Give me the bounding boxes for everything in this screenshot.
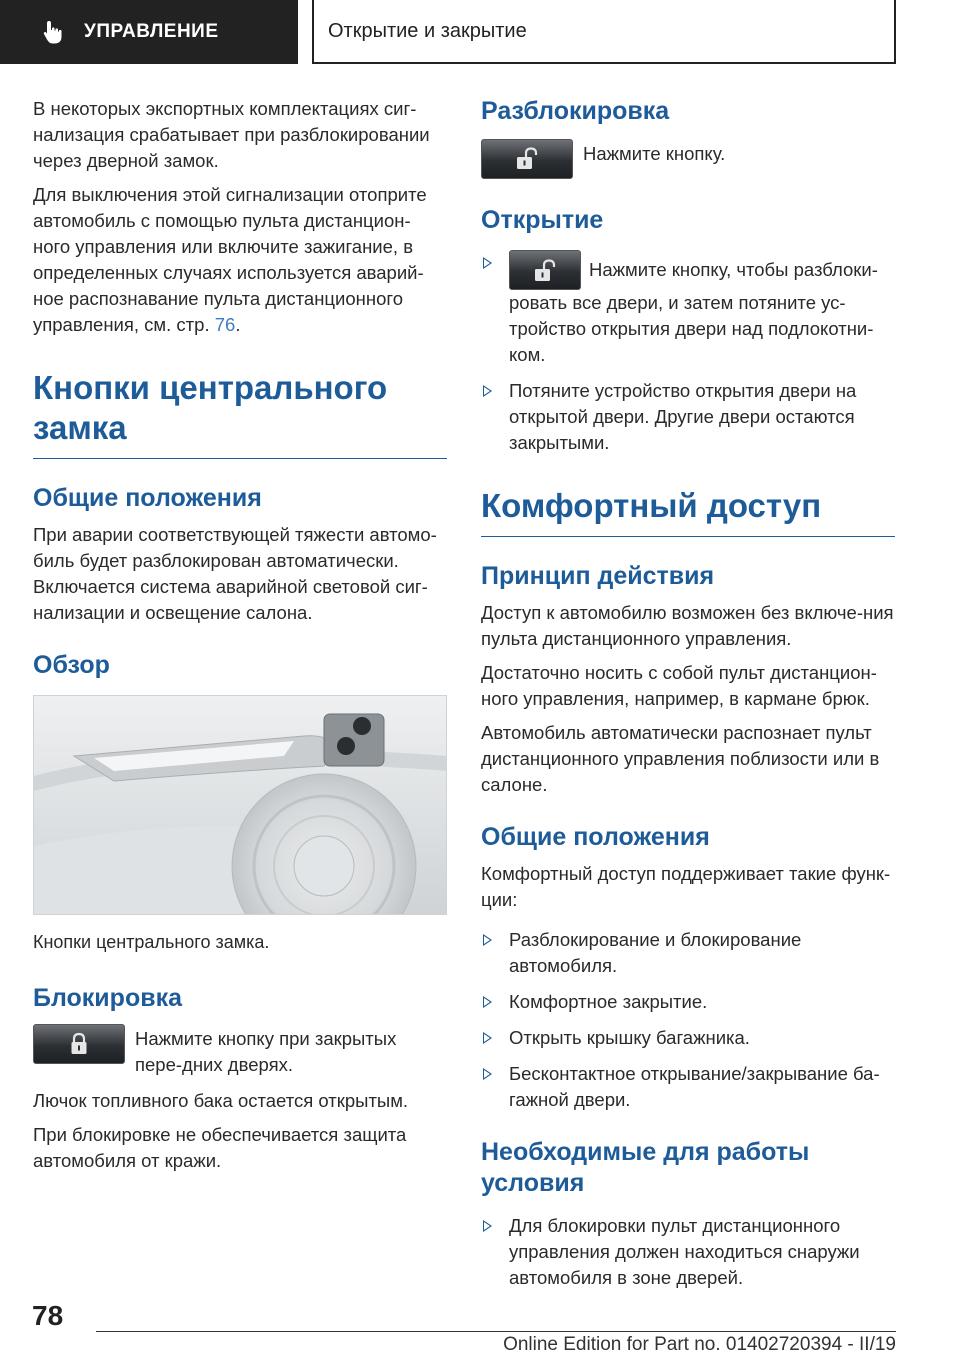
left-column bbox=[33, 96, 447, 1182]
lock-paragraph-2: При блокировке не обеспечивается защита автомобиля от кражи. bbox=[33, 1124, 407, 1171]
chapter-tab bbox=[312, 0, 896, 64]
section-tab bbox=[0, 0, 298, 64]
bullet-triangle-icon bbox=[483, 1032, 492, 1044]
bullet-triangle-icon bbox=[483, 996, 492, 1008]
lock-button-row bbox=[33, 1024, 447, 1078]
unlock-heading: Разблокировка bbox=[481, 97, 670, 125]
general-paragraph: При аварии соответствующей тяжести автомо-биль будет разблокирован автоматически. Включается система аварийной световой сиг-нализации и освещение салона. bbox=[33, 524, 437, 623]
requirements-heading: Необходимые для работы условия bbox=[481, 1138, 810, 1197]
list-item bbox=[481, 378, 895, 456]
hand-pointer-icon bbox=[40, 19, 66, 45]
page-link-76[interactable]: 76 bbox=[214, 314, 236, 335]
unlock-instruction: Нажмите кнопку. bbox=[583, 143, 726, 164]
principle-paragraph-1: Доступ к автомобилю возможен без включе-ния пульта дистанционного управления. bbox=[481, 602, 894, 649]
intro-paragraph-2 bbox=[33, 182, 447, 338]
list-item bbox=[481, 1213, 895, 1291]
chapter-title: Открытие и закрытие bbox=[328, 19, 527, 42]
comfort-general-paragraph: Комфортный доступ поддерживает такие функ-ции: bbox=[481, 863, 891, 910]
unlock-button-inline[interactable] bbox=[509, 250, 581, 290]
list-item bbox=[481, 989, 895, 1015]
lock-button[interactable] bbox=[33, 1024, 125, 1064]
function-item-2: Комфортное закрытие. bbox=[509, 991, 708, 1012]
comfort-general-heading: Общие положения bbox=[481, 823, 710, 851]
function-item-4: Бесконтактное открывание/закрывание ба-гажной двери. bbox=[509, 1063, 880, 1110]
lock-open-icon bbox=[534, 259, 556, 283]
bullet-triangle-icon bbox=[483, 257, 492, 269]
intro-paragraph-1: В некоторых экспортных комплектациях сиг-нализация срабатывает при разблокировании через дверной замок. bbox=[33, 98, 430, 171]
list-item bbox=[481, 927, 895, 979]
function-item-1: Разблокирование и блокирование автомобиля. bbox=[509, 929, 802, 976]
bullet-triangle-icon bbox=[483, 934, 492, 946]
bullet-triangle-icon bbox=[483, 1220, 492, 1232]
central-lock-buttons-heading: Кнопки центрального замка bbox=[33, 368, 447, 459]
principle-paragraph-3: Автомобиль автоматически распознает пульт дистанционного управления поблизости или в салоне. bbox=[481, 722, 880, 795]
comfort-access-heading: Комфортный доступ bbox=[481, 486, 895, 537]
lock-paragraph-1: Лючок топливного бака остается открытым. bbox=[33, 1090, 409, 1111]
unlock-button-row bbox=[481, 139, 895, 179]
figure-caption: Кнопки центрального замка. bbox=[33, 932, 270, 952]
list-item bbox=[481, 1061, 895, 1113]
functions-list bbox=[481, 927, 895, 1113]
lock-heading: Блокировка bbox=[33, 984, 182, 1012]
bullet-triangle-icon bbox=[483, 385, 492, 397]
requirement-item-1: Для блокировки пульт дистанционного управления должен находиться снаружи автомобиля в зоне дверей. bbox=[509, 1215, 860, 1288]
lock-instruction: Нажмите кнопку при закрытых пере-дних дверях. bbox=[135, 1028, 397, 1075]
opening-heading: Открытие bbox=[481, 206, 604, 234]
list-item bbox=[481, 1025, 895, 1051]
lock-closed-icon bbox=[68, 1032, 90, 1056]
opening-list bbox=[481, 250, 895, 456]
general-heading: Общие положения bbox=[33, 484, 262, 512]
footer-divider bbox=[96, 1331, 896, 1332]
right-column bbox=[481, 96, 895, 1301]
principle-heading: Принцип действия bbox=[481, 562, 715, 590]
door-panel-illustration bbox=[34, 696, 447, 915]
opening-item-2-text: Потяните устройство открытия двери на открытой двери. Другие двери остаются закрытыми. bbox=[509, 380, 857, 453]
intro-paragraph-2-end: . bbox=[235, 314, 241, 335]
list-item bbox=[481, 250, 895, 368]
section-title: УПРАВЛЕНИЕ bbox=[84, 21, 219, 42]
edition-info: Online Edition for Part no. 01402720394 - II/19 bbox=[503, 1334, 896, 1355]
page-number: 78 bbox=[32, 1300, 64, 1331]
opening-item-1-text: Нажмите кнопку, чтобы разблоки-ровать все двери, и затем потяните ус-тройство открытия двери над подлокотни-ком. bbox=[509, 259, 878, 365]
requirements-list bbox=[481, 1213, 895, 1291]
intro-paragraph-2-text: Для выключения этой сигнализации отоприте автомобиль с помощью пульта дистанцион-ного управления или включите зажигание, в определенных случаях используется аварий-ное распознавание пульта дистанционного управления, см. стр. bbox=[33, 184, 427, 335]
lock-open-icon bbox=[516, 147, 538, 171]
door-lock-figure bbox=[33, 695, 447, 915]
function-item-3: Открыть крышку багажника. bbox=[509, 1027, 750, 1048]
unlock-button[interactable] bbox=[481, 139, 573, 179]
overview-heading: Обзор bbox=[33, 651, 110, 679]
bullet-triangle-icon bbox=[483, 1068, 492, 1080]
principle-paragraph-2: Достаточно носить с собой пульт дистанцион-ного управления, например, в кармане брюк. bbox=[481, 662, 877, 709]
